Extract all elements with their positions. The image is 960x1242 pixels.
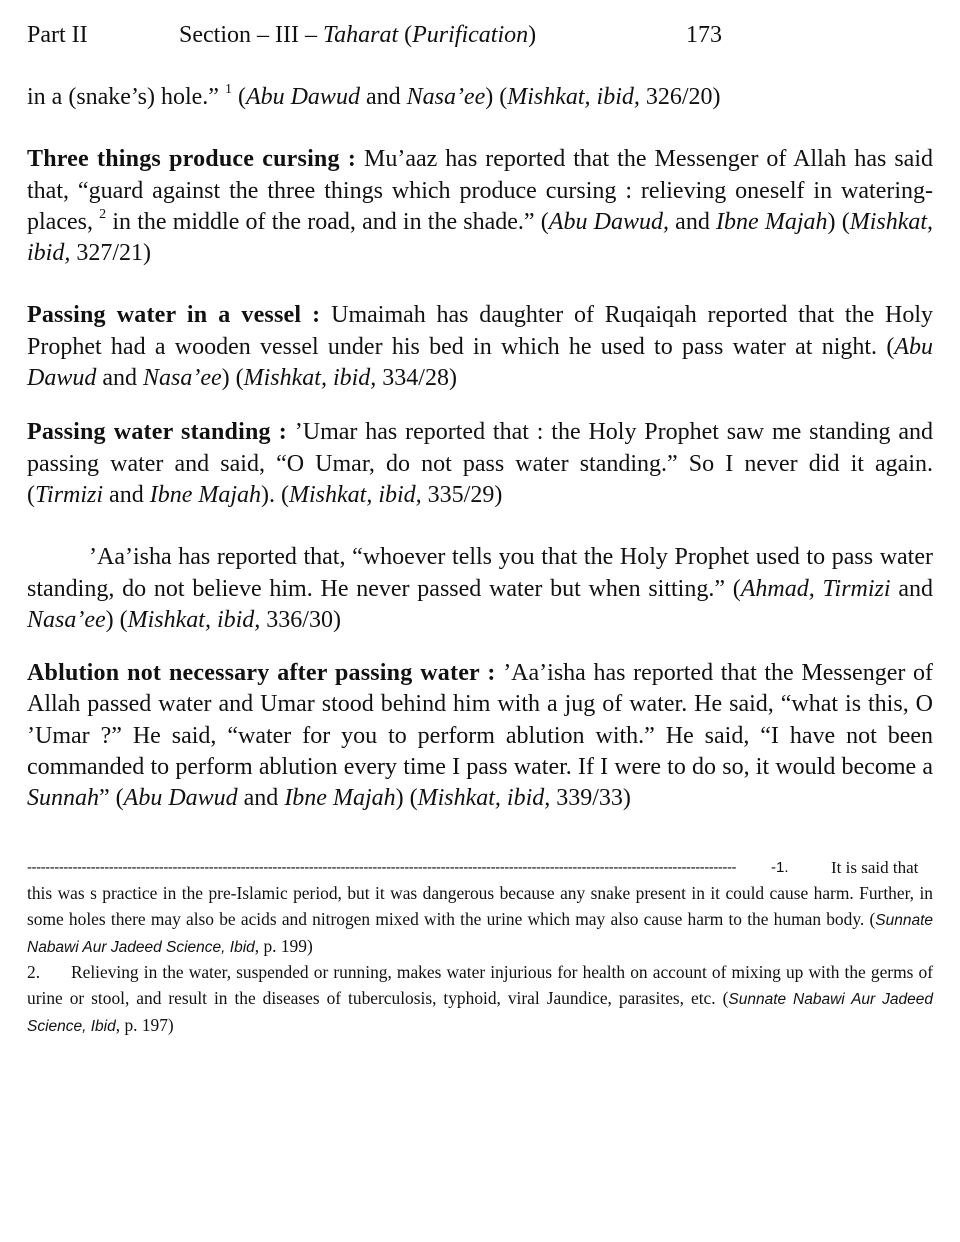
footnote-2: 2. Relieving in the water, suspended or running, makes water injurious for health on account of mixing up with the germs of urine or stool, and result in the diseases of tuberculosis, typhoid, viral Jaundice, parasites, etc. (Sunnate Nabawi Aur Jadeed Science, Ibid, p. 197) [27, 962, 933, 1035]
page-number: 173 [686, 22, 722, 48]
source-citation: Ahmad, Tirmizi [740, 575, 891, 602]
source-citation: Mishkat, ibid, [507, 84, 640, 110]
source-citation: Mishkat, ibid, [243, 365, 377, 392]
footnote-1-marker: -1. [771, 859, 789, 876]
source-citation: Nasa’ee [406, 84, 486, 110]
separator-dashes: ------------------------------------------------------------------------------------------------------------------------------------------------------------ [27, 859, 737, 876]
footnote-1: this was s practice in the pre-Islamic period, but it was dangerous because any snake present in it could cause harm. Further, in some holes there may also be acids and nitrogen mixed with the urine which may also cause harm to the human body. (Sunnate Nabawi Aur Jadeed Science, Ibid, p. 199) [27, 883, 933, 956]
paragraph-vessel: Passing water in a vessel : Umaimah has daughter of Ruqaiqah reported that the Holy Prophet had a wooden vessel under his bed in which he used to pass water at night. (Abu Dawud and Nasa’ee) (Mishkat, ibid, 334/28) [27, 302, 933, 392]
header-part: Part II [27, 22, 88, 48]
source-citation: Ibne Majah [284, 785, 396, 812]
source-citation: Abu Dawud, [548, 208, 669, 235]
footnote-ref: 1 [224, 82, 232, 97]
source-citation: Mishkat, ibid, [27, 208, 934, 267]
emphasis: Sunnah [27, 785, 99, 812]
source-citation: Mishkat, ibid, [127, 606, 261, 633]
footnote-source: Sunnate Nabawi Aur Jadeed Science, Ibid [27, 991, 933, 1035]
section-title: Taharat [322, 22, 399, 48]
footnote-1-start: It is said that [831, 858, 919, 877]
main-text [27, 82, 933, 815]
paragraph-cursing: Three things produce cursing : Mu’aaz has reported that the Messenger of Allah has said that, “guard against the three things which produce cursing : relieving oneself in watering-places, $^2$ in the middle of the road, and in the shade.” (Abu Dawud, and Ibne Majah) (Mishkat, ibid, 327/21) [27, 146, 934, 267]
paragraph-heading: Three things produce cursing : [27, 146, 357, 173]
header-section: Section – III – Taharat (Purification) [179, 22, 537, 48]
paragraph-ablution: Ablution not necessary after passing water : ’Aa’isha has reported that the Messenger of Allah passed water and Umar stood behind him with a jug of water. He said, “what is this, O ’Umar ?” He said, “water for you to perform ablution with.” He said, “I have not been commanded to perform ablution every time I pass water. If I were to do so, it would become a Sunnah” (Abu Dawud and Ibne Majah) (Mishkat, ibid, 339/33) [27, 660, 933, 812]
paragraph-continuation: in a (snake’s) hole.” $^1$ (Abu Dawud and Nasa’ee) (Mishkat, ibid, 326/20) [27, 82, 721, 110]
section-subtitle: Purification [412, 22, 529, 48]
source-citation: Ibne Majah [149, 481, 262, 508]
source-citation: Nasa’ee [143, 365, 222, 392]
source-citation: Abu Dawud [27, 333, 933, 392]
source-citation: Nasa’ee [27, 606, 106, 633]
source-citation: Abu Dawud [245, 84, 360, 110]
source-citation: Tirmizi [35, 481, 104, 508]
paragraph-heading: Passing water standing : [27, 419, 287, 446]
footnote-separator [27, 857, 933, 879]
footnotes [27, 881, 933, 1040]
source-citation: Abu Dawud [123, 785, 238, 812]
source-citation: Ibne Majah [716, 208, 828, 235]
footnote-source: Sunnate Nabawi Aur Jadeed Science, Ibid [27, 911, 933, 956]
paragraph-heading: Passing water in a vessel : [27, 302, 321, 329]
source-citation: Mishkat, ibid, [417, 785, 551, 812]
paragraph-heading: Ablution not necessary after passing water : [27, 660, 496, 687]
footnote-ref: 2 [99, 206, 107, 222]
paragraph-standing: Passing water standing : ’Umar has reported that : the Holy Prophet saw me standing and passing water and said, “O Umar, do not pass water standing.” So I never did it again. (Tirmizi and Ibne Majah). (Mishkat, ibid, 335/29) [27, 419, 933, 508]
paragraph-aaisha: ’Aa’isha has reported that, “whoever tells you that the Holy Prophet used to pass water standing, do not believe him. He never passed water but when sitting.” (Ahmad, Tirmizi and Nasa’ee) (Mishkat, ibid, 336/30) [27, 544, 934, 633]
footnote-2-number: 2. [27, 962, 41, 983]
source-citation: Mishkat, ibid, [289, 481, 422, 508]
